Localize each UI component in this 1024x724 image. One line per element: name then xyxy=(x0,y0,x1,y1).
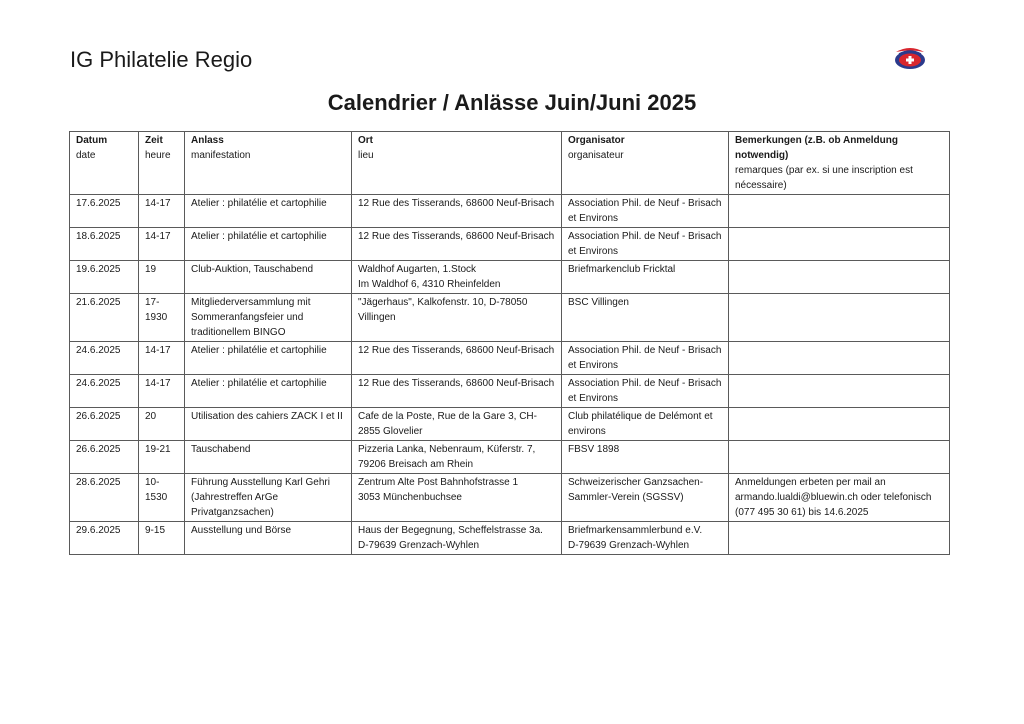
column-header-event: Anlass manifestation xyxy=(185,132,352,195)
cell-event: Utilisation des cahiers ZACK I et II xyxy=(185,408,352,441)
column-header-time: Zeit heure xyxy=(139,132,185,195)
cell-time: 10-1530 xyxy=(139,474,185,522)
cell-event: Atelier : philatélie et cartophilie xyxy=(185,375,352,408)
cell-time: 14-17 xyxy=(139,342,185,375)
table-row xyxy=(70,228,950,261)
cell-place: 12 Rue des Tisserands, 68600 Neuf-Brisach xyxy=(352,375,562,408)
cell-remarks xyxy=(729,261,950,294)
column-header-place: Ort lieu xyxy=(352,132,562,195)
column-header-remarks: Bemerkungen (z.B. ob Anmeldung notwendig) remarques (par ex. si une inscription est nécessaire) xyxy=(729,132,950,195)
cell-date: 18.6.2025 xyxy=(70,228,139,261)
cell-date: 24.6.2025 xyxy=(70,342,139,375)
cell-organizer: FBSV 1898 xyxy=(562,441,729,474)
cell-time: 14-17 xyxy=(139,228,185,261)
cell-date: 17.6.2025 xyxy=(70,195,139,228)
cell-organizer: Schweizerischer Ganzsachen-Sammler-Verein (SGSSV) xyxy=(562,474,729,522)
cell-date: 26.6.2025 xyxy=(70,408,139,441)
cell-remarks xyxy=(729,228,950,261)
cell-remarks xyxy=(729,441,950,474)
cell-time: 9-15 xyxy=(139,522,185,555)
cell-date: 19.6.2025 xyxy=(70,261,139,294)
cell-organizer: Association Phil. de Neuf - Brisach et Environs xyxy=(562,195,729,228)
table-row xyxy=(70,342,950,375)
org-title: IG Philatelie Regio xyxy=(70,47,253,72)
cell-time: 14-17 xyxy=(139,195,185,228)
cell-date: 29.6.2025 xyxy=(70,522,139,555)
cell-organizer: Briefmarkenclub Fricktal xyxy=(562,261,729,294)
cell-date: 26.6.2025 xyxy=(70,441,139,474)
cell-event: Tauschabend xyxy=(185,441,352,474)
cell-remarks xyxy=(729,408,950,441)
cell-organizer: Briefmarkensammlerbund e.V. D-79639 Grenzach-Wyhlen xyxy=(562,522,729,555)
cell-place: 12 Rue des Tisserands, 68600 Neuf-Brisach xyxy=(352,228,562,261)
cell-place: Zentrum Alte Post Bahnhofstrasse 1 3053 Münchenbuchsee xyxy=(352,474,562,522)
cell-event: Atelier : philatélie et cartophilie xyxy=(185,228,352,261)
cell-event: Ausstellung und Börse xyxy=(185,522,352,555)
cell-place: Cafe de la Poste, Rue de la Gare 3, CH-2855 Glovelier xyxy=(352,408,562,441)
cell-remarks xyxy=(729,375,950,408)
logo-icon xyxy=(893,44,927,70)
table-row xyxy=(70,195,950,228)
cell-date: 21.6.2025 xyxy=(70,294,139,342)
cell-remarks xyxy=(729,342,950,375)
cell-event: Führung Ausstellung Karl Gehri (Jahrestreffen ArGe Privatganzsachen) xyxy=(185,474,352,522)
cell-organizer: Association Phil. de Neuf - Brisach et Environs xyxy=(562,228,729,261)
cell-time: 19 xyxy=(139,261,185,294)
cell-place: Waldhof Augarten, 1.Stock Im Waldhof 6, 4310 Rheinfelden xyxy=(352,261,562,294)
page-title: Calendrier / Anlässe Juin/Juni 2025 xyxy=(327,90,697,115)
table-row xyxy=(70,408,950,441)
cell-time: 20 xyxy=(139,408,185,441)
cell-time: 19-21 xyxy=(139,441,185,474)
column-header-date: Datum date xyxy=(70,132,139,195)
events-table xyxy=(69,131,950,555)
table-row xyxy=(70,294,950,342)
cell-time: 14-17 xyxy=(139,375,185,408)
table-row xyxy=(70,474,950,522)
cell-remarks xyxy=(729,294,950,342)
cell-event: Atelier : philatélie et cartophilie xyxy=(185,342,352,375)
cell-date: 24.6.2025 xyxy=(70,375,139,408)
cell-date: 28.6.2025 xyxy=(70,474,139,522)
cell-place: "Jägerhaus", Kalkofenstr. 10, D-78050 Villingen xyxy=(352,294,562,342)
cell-event: Atelier : philatélie et cartophilie xyxy=(185,195,352,228)
cell-organizer: Association Phil. de Neuf - Brisach et Environs xyxy=(562,375,729,408)
column-header-organizer: Organisator organisateur xyxy=(562,132,729,195)
cell-remarks xyxy=(729,522,950,555)
cell-place: 12 Rue des Tisserands, 68600 Neuf-Brisach xyxy=(352,342,562,375)
cell-remarks xyxy=(729,195,950,228)
cell-event: Mitgliederversammlung mit Sommeranfangsfeier und traditionellem BINGO xyxy=(185,294,352,342)
cell-organizer: Club philatélique de Delémont et environs xyxy=(562,408,729,441)
cell-place: 12 Rue des Tisserands, 68600 Neuf-Brisach xyxy=(352,195,562,228)
table-row xyxy=(70,375,950,408)
table-header-row xyxy=(70,132,950,195)
table-row xyxy=(70,441,950,474)
cell-remarks: Anmeldungen erbeten per mail an armando.lualdi@bluewin.ch oder telefonisch (077 495 30 61) bis 14.6.2025 xyxy=(729,474,950,522)
cell-organizer: BSC Villingen xyxy=(562,294,729,342)
cell-organizer: Association Phil. de Neuf - Brisach et Environs xyxy=(562,342,729,375)
cell-event: Club-Auktion, Tauschabend xyxy=(185,261,352,294)
cell-place: Haus der Begegnung, Scheffelstrasse 3a. D-79639 Grenzach-Wyhlen xyxy=(352,522,562,555)
cell-time: 17-1930 xyxy=(139,294,185,342)
table-row xyxy=(70,522,950,555)
cell-place: Pizzeria Lanka, Nebenraum, Küferstr. 7, 79206 Breisach am Rhein xyxy=(352,441,562,474)
table-row xyxy=(70,261,950,294)
